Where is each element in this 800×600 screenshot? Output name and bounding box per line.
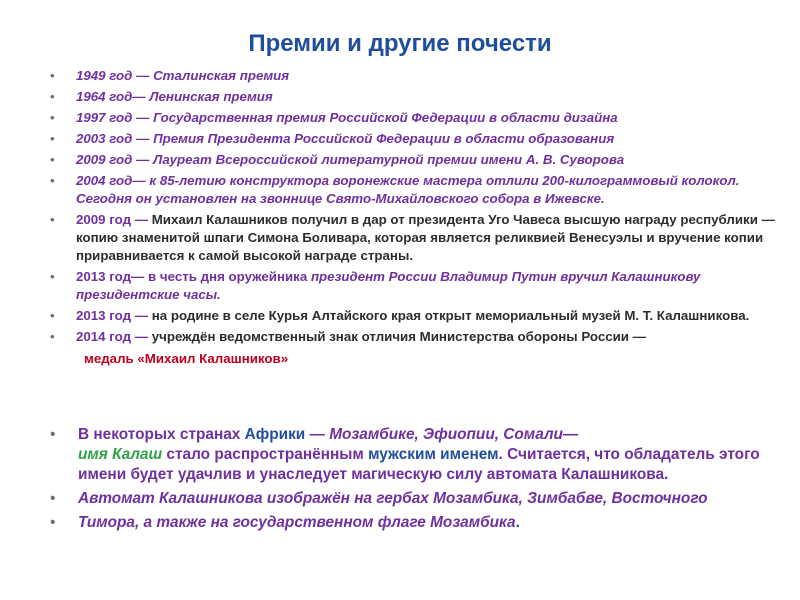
list-item-flag (78, 513, 768, 533)
africa-text: мужским именем (368, 446, 499, 463)
award-text: в честь дня оружейника (144, 269, 311, 284)
award-text: Михаил Калашников получил в дар от президента Уго Чавеса высшую награду республики — копию знаменитой шпаги Симона Боливара, которая является реликвией Венесуэлы и вручение копии приравнивается к самой высокой награде страны. (76, 212, 775, 263)
flag-text: Тимора, а также на государственном флаге Мозамбика (78, 514, 516, 531)
list-item-museum (76, 307, 776, 325)
award-year: 2014 год — (76, 329, 149, 344)
africa-text: В некоторых странах (78, 426, 245, 443)
list-item (76, 151, 776, 169)
list-item-arms (78, 489, 768, 509)
award-year: 1997 год — (76, 110, 150, 125)
award-year: 2013 год — (76, 308, 149, 323)
africa-text: Африки (244, 426, 306, 443)
africa-text: — (562, 426, 579, 443)
slide-title: Премии и другие почести (248, 30, 552, 57)
award-year: 2009 год — (76, 152, 150, 167)
award-text: Сталинская премия (149, 68, 290, 83)
award-year: 2013 год— (76, 269, 145, 284)
award-text: учреждён ведомственный знак отличия Министерства обороны России — (148, 329, 646, 344)
award-text: Премия Президента Российской Федерации в области образования (149, 131, 615, 146)
award-text: Лауреат Всероссийской литературной премии имени А. В. Суворова (149, 152, 625, 167)
flag-dot: . (515, 514, 520, 531)
list-item (76, 130, 776, 148)
list-item-chavez (76, 211, 776, 265)
award-year: 1949 год — (76, 68, 150, 83)
africa-text: стало распространённым (162, 446, 369, 463)
africa-text: . Считается, что обладатель этого имени будет удачлив и унаследует магическую силу автомата Калашникова. (78, 446, 760, 483)
award-text: к 85-летию конструктора воронежские мастера отлили 200-килограммовый колокол. Сегодня он установлен на звоннице Свято-Михайловского собора в Ижевске. (76, 173, 740, 206)
awards-list (76, 67, 776, 371)
name-kalash: имя Калаш (78, 446, 163, 463)
list-item (76, 67, 776, 85)
award-year: 1964 год— (76, 89, 146, 104)
award-year: 2003 год — (76, 131, 150, 146)
africa-list (78, 425, 768, 537)
award-text-emphasis: президент России Владимир Путин вручил Калашникову президентские часы. (76, 269, 701, 302)
list-item-bell (76, 172, 776, 208)
award-text: Ленинская премия (145, 89, 273, 104)
list-item-africa (78, 425, 768, 485)
medal-name: медаль «Михаил Калашников» (84, 351, 289, 366)
award-text: Государственная премия Российской Федерации в области дизайна (149, 110, 618, 125)
list-item-medal (76, 328, 776, 368)
award-year: 2004 год— (76, 173, 146, 188)
list-item (76, 88, 776, 106)
list-item (76, 109, 776, 127)
africa-countries: — Мозамбике, Эфиопии, Сомали (305, 426, 563, 443)
award-text: на родине в селе Курья Алтайского края открыт мемориальный музей М. Т. Калашникова. (148, 308, 750, 323)
list-item-putin (76, 268, 776, 304)
arms-text: Автомат Калашникова изображён на гербах Мозамбика, Зимбабве, Восточного (78, 490, 708, 507)
award-year: 2009 год — (76, 212, 149, 227)
